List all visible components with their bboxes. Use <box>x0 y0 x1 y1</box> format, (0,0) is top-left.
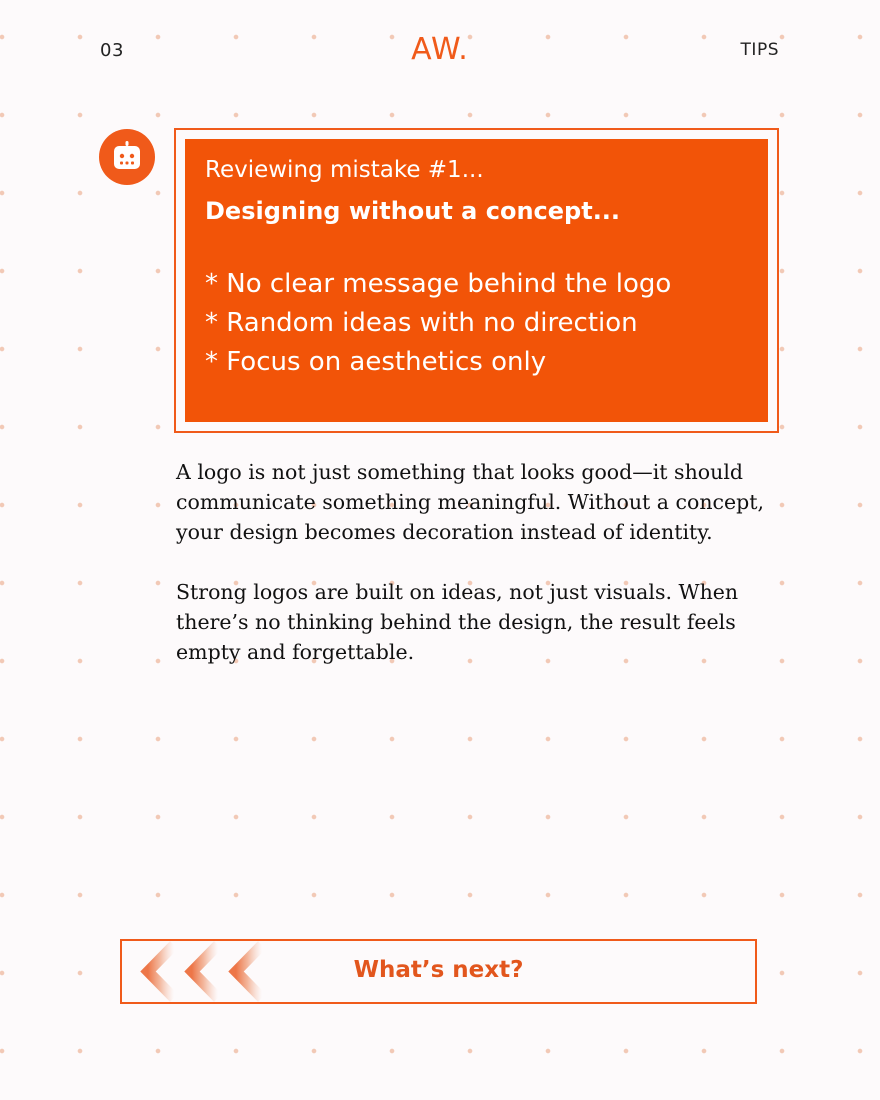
robot-icon <box>112 141 142 173</box>
chat-bubble-content <box>185 139 768 422</box>
whats-next-button[interactable] <box>120 939 757 1004</box>
chat-bubble <box>174 128 779 433</box>
body-paragraph: A logo is not just something that looks good—it should communicate something meaningful. Without a concept, your design becomes decoration instead of identity. <box>176 460 765 544</box>
chat-list-item: * Focus on aesthetics only <box>205 347 547 377</box>
body-paragraph: Strong logos are built on ideas, not just visuals. When there’s no thinking behind the design, the result feels empty and forgettable. <box>176 580 739 664</box>
chat-status: Reviewing mistake #1... <box>205 157 484 183</box>
chat-list <box>205 265 748 382</box>
brand-logo: AW. <box>411 32 469 67</box>
body-text <box>176 457 776 697</box>
chat-list-item: * Random ideas with no direction <box>205 308 638 338</box>
whats-next-label: What’s next? <box>353 957 524 983</box>
chat-list-item: * No clear message behind the logo <box>205 269 672 299</box>
page-number: 03 <box>100 40 124 61</box>
avatar <box>99 129 155 185</box>
section-tag: TIPS <box>740 40 779 60</box>
chat-title: Designing without a concept... <box>205 197 621 225</box>
